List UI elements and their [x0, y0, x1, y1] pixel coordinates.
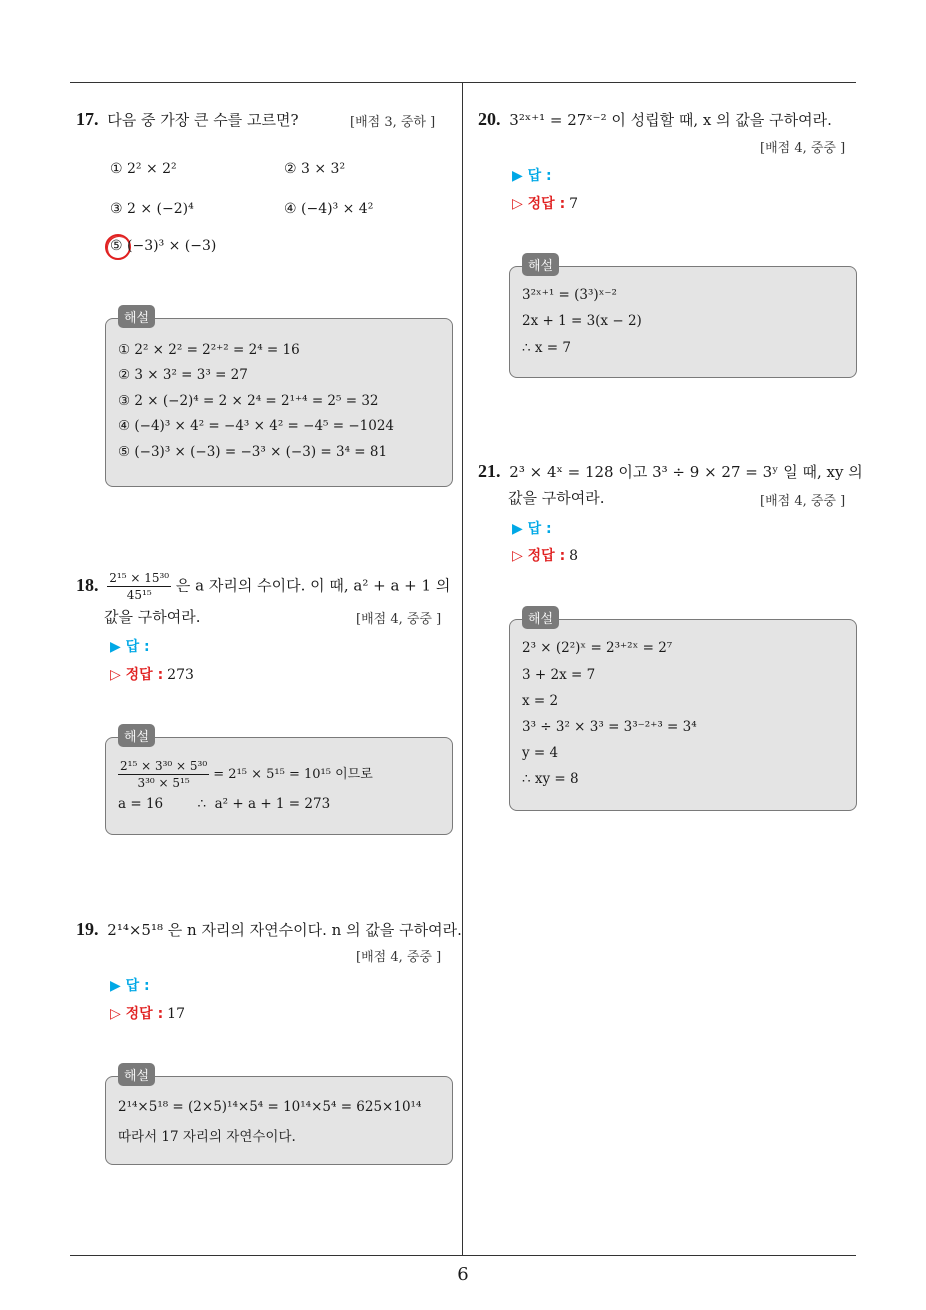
solution-line: 따라서 17 자리의 자연수이다. [118, 1129, 296, 1145]
top-rule [70, 82, 856, 83]
question-19 [76, 916, 462, 943]
correct-label: ▷ 정답 : [110, 667, 164, 683]
correct-label: ▷ 정답 : [512, 196, 566, 212]
solution-line: ④ (−4)³ × 4² = −4³ × 4² = −4⁵ = −1024 [118, 418, 395, 434]
solution-line: ⑤ (−3)³ × (−3) = −3³ × (−3) = 3⁴ = 81 [118, 444, 388, 460]
option-4[interactable]: ④ (−4)³ × 4² [284, 201, 374, 217]
answer-prompt[interactable]: ▶ 답 : [110, 978, 150, 994]
page-number: 6 [457, 1264, 469, 1285]
correct-answer [512, 193, 578, 213]
solution-line: 2³ × (2²)ˣ = 2³⁺²ˣ = 2⁷ [522, 640, 673, 656]
question-meta: [배점 4, 중중 ] [760, 141, 846, 156]
solution-tag: 해설 [118, 305, 155, 328]
correct-label: ▷ 정답 : [512, 548, 566, 564]
solution-fraction [118, 758, 209, 791]
question-number: 17. [76, 109, 99, 129]
solution-tag: 해설 [522, 253, 559, 276]
question-20 [478, 106, 832, 133]
solution-line: ∴ x = 7 [522, 340, 571, 356]
column-divider [462, 83, 463, 1256]
solution-box-21 [509, 612, 857, 811]
answer-prompt[interactable]: ▶ 답 : [110, 639, 150, 655]
question-meta: [배점 4, 중중 ] [760, 494, 846, 509]
question-meta: [배점 3, 중하 ] [350, 115, 436, 130]
correct-value: 8 [569, 548, 579, 564]
fraction-denominator: 45¹⁵ [126, 588, 152, 602]
correct-answer [110, 1003, 185, 1023]
question-meta: [배점 4, 중중 ] [356, 612, 442, 627]
correct-value: 273 [167, 667, 194, 683]
bottom-rule [70, 1255, 856, 1256]
correct-value: 17 [167, 1006, 185, 1022]
solution-line [118, 758, 373, 791]
fraction-denominator: 3³⁰ × 5¹⁵ [137, 776, 190, 790]
correct-value: 7 [569, 196, 579, 212]
solution-line: 3³ ÷ 3² × 3³ = 3³⁻²⁺³ = 3⁴ [522, 719, 697, 735]
solution-line: ∴ xy = 8 [522, 771, 579, 787]
fraction-numerator: 2¹⁵ × 3³⁰ × 5³⁰ [120, 759, 208, 773]
solution-line: 3²ˣ⁺¹ = (3³)ˣ⁻² [522, 287, 617, 303]
solution-line: ③ 2 × (−2)⁴ = 2 × 2⁴ = 2¹⁺⁴ = 2⁵ = 32 [118, 393, 379, 409]
solution-tag: 해설 [118, 1063, 155, 1086]
question-21 [478, 458, 863, 485]
correct-answer [110, 664, 194, 684]
solution-line: a = 16 ∴ a² + a + 1 = 273 [118, 796, 331, 812]
answer-prompt[interactable]: ▶ 답 : [512, 168, 552, 184]
option-5[interactable]: ⑤ (−3)³ × (−3) [110, 238, 217, 254]
solution-line: y = 4 [522, 745, 559, 761]
solution-line: ① 2² × 2² = 2²⁺² = 2⁴ = 16 [118, 342, 300, 358]
solution-line: 2x + 1 = 3(x − 2) [522, 313, 642, 329]
solution-box-18 [105, 730, 453, 835]
question-text: 2³ × 4ˣ = 128 이고 3³ ÷ 9 × 27 = 3ʸ 일 때, xy 의 [509, 463, 863, 481]
question-number: 18. [76, 574, 99, 595]
option-3[interactable]: ③ 2 × (−2)⁴ [110, 201, 194, 217]
answer-prompt[interactable]: ▶ 답 : [512, 521, 552, 537]
question-number: 19. [76, 919, 99, 939]
option-1[interactable]: ① 2² × 2² [110, 161, 177, 177]
question-text: 2¹⁴×5¹⁸ 은 n 자리의 자연수이다. n 의 값을 구하여라. [107, 921, 462, 939]
option-2[interactable]: ② 3 × 3² [284, 161, 346, 177]
solution-box-20 [509, 259, 857, 378]
question-text-line2: 값을 구하여라. [104, 608, 201, 626]
solution-box-19 [105, 1069, 453, 1165]
solution-tag: 해설 [522, 606, 559, 629]
fraction-numerator: 2¹⁵ × 15³⁰ [109, 571, 170, 585]
solution-line: x = 2 [522, 693, 559, 709]
solution-text: = 2¹⁵ × 5¹⁵ = 10¹⁵ 이므로 [213, 767, 373, 782]
solution-line: 2¹⁴×5¹⁸ = (2×5)¹⁴×5⁴ = 10¹⁴×5⁴ = 625×10¹⁴ [118, 1099, 422, 1115]
question-text: 은 a 자리의 수이다. 이 때, a² + a + 1 의 [175, 576, 451, 595]
correct-label: ▷ 정답 : [110, 1006, 164, 1022]
question-text-line2: 값을 구하여라. [508, 489, 605, 507]
solution-line: ② 3 × 3² = 3³ = 27 [118, 367, 248, 383]
question-17 [76, 106, 299, 133]
solution-line: 3 + 2x = 7 [522, 667, 596, 683]
question-number: 21. [478, 461, 501, 481]
question-fraction [107, 570, 171, 603]
question-18 [76, 570, 450, 603]
correct-answer [512, 545, 578, 565]
question-number: 20. [478, 109, 501, 129]
question-text: 다음 중 가장 큰 수를 고르면? [107, 111, 299, 129]
solution-tag: 해설 [118, 724, 155, 747]
question-text: 3²ˣ⁺¹ = 27ˣ⁻² 이 성립할 때, x 의 값을 구하여라. [509, 111, 832, 129]
solution-box-17 [105, 311, 453, 487]
question-meta: [배점 4, 중중 ] [356, 950, 442, 965]
